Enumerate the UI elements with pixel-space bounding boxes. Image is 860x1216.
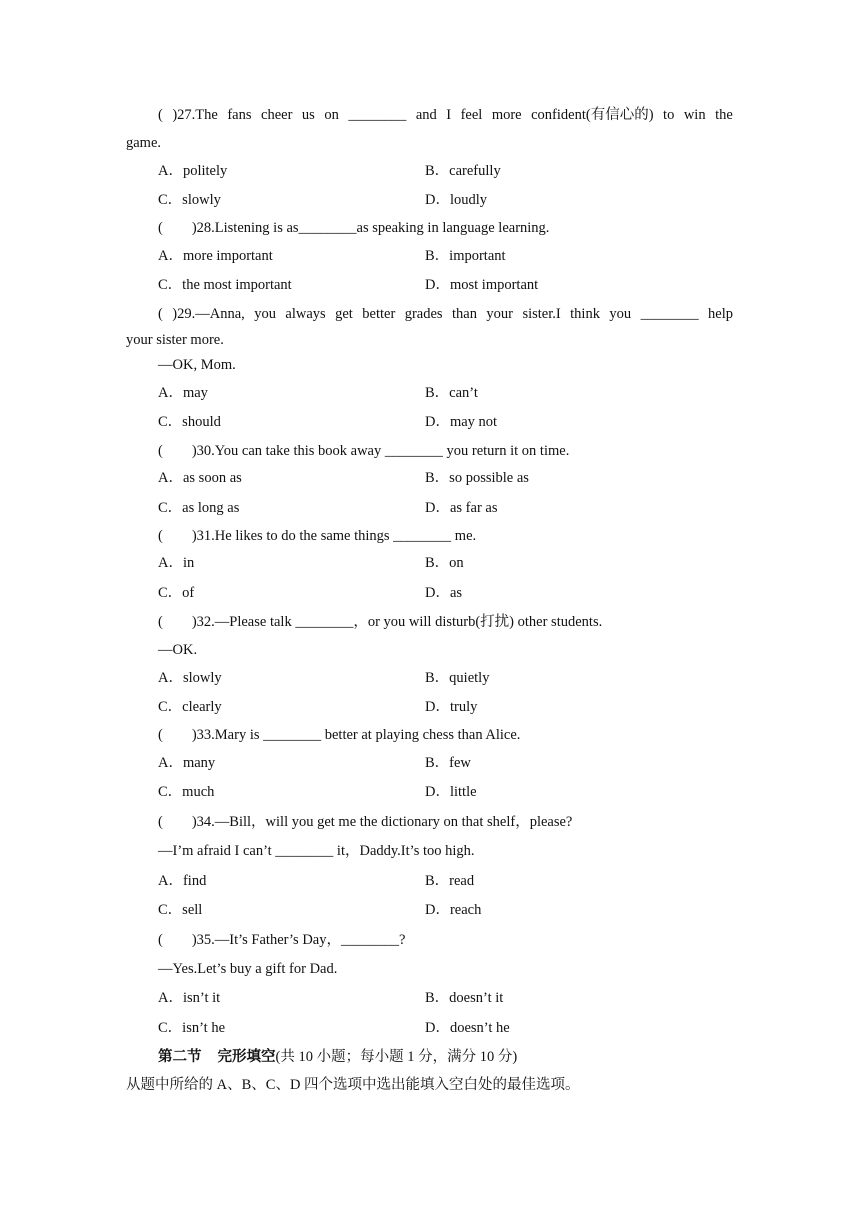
q27-stem-word: to — [663, 107, 675, 123]
q27-stem-word: feel — [460, 107, 483, 123]
q32-option-d: D．truly — [425, 699, 478, 715]
q27-stem-word: and — [415, 107, 437, 123]
q30-option-d: D．as far as — [425, 500, 498, 516]
question-34-stem: ( )34.—Bill，will you get me the dictionary on that shelf，please? — [158, 814, 573, 830]
section-instruction: 从题中所给的 A、B、C、D 四个选项中选出能填入空白处的最佳选项。 — [126, 1077, 580, 1093]
question-32-stem: ( )32.—Please talk ________，or you will disturb(打扰) other students. — [158, 614, 603, 630]
section-heading — [158, 1048, 517, 1066]
question-34-reply: —I’m afraid I can’t ________ it，Daddy.It’s too high. — [158, 843, 475, 859]
q34-option-a: A．find — [158, 873, 207, 889]
q28-option-a: A．more important — [158, 248, 273, 264]
q30-option-a: A．as soon as — [158, 470, 242, 486]
question-29-stem-cont: your sister more. — [126, 332, 224, 348]
q30-option-c: C．as long as — [158, 500, 240, 516]
question-29-stem — [158, 305, 733, 323]
q29-stem-word: grades — [404, 306, 443, 322]
q30-option-b: B．so possible as — [425, 470, 529, 486]
q29-stem-word: better — [362, 306, 396, 322]
q34-option-b: B．read — [425, 873, 475, 889]
q27-stem-word: confident(有信心的) — [531, 107, 654, 123]
question-32-reply: —OK. — [158, 642, 198, 658]
question-30-stem: ( )30.You can take this book away ________ you return it on time. — [158, 443, 570, 459]
q31-option-c: C．of — [158, 585, 195, 601]
q32-option-c: C．clearly — [158, 699, 222, 715]
q29-stem-word: you — [254, 306, 276, 322]
q33-option-b: B．few — [425, 755, 471, 771]
q29-option-b: B．can’t — [425, 385, 478, 401]
question-28-stem: ( )28.Listening is as________as speaking in language learning. — [158, 220, 550, 236]
q33-option-d: D．little — [425, 784, 477, 800]
q28-option-c: C．the most important — [158, 277, 292, 293]
q31-option-d: D．as — [425, 585, 463, 601]
q29-stem-word: help — [708, 306, 733, 322]
q31-option-a: A．in — [158, 555, 195, 571]
q34-option-d: D．reach — [425, 902, 482, 918]
q29-stem-word: ( — [158, 306, 163, 322]
section-heading-note: (共 10 小题；每小题 1 分，满分 10 分) — [275, 1049, 518, 1065]
q29-stem-word: always — [285, 306, 326, 322]
q27-stem-word: )27.The — [172, 107, 218, 123]
q27-stem-word: us — [301, 107, 315, 123]
q33-option-c: C．much — [158, 784, 215, 800]
q27-stem-word: ( — [158, 107, 163, 123]
q32-option-a: A．slowly — [158, 670, 222, 686]
question-27-stem-cont: game. — [126, 135, 162, 151]
q34-option-c: C．sell — [158, 902, 203, 918]
question-31-stem: ( )31.He likes to do the same things ________ me. — [158, 528, 477, 544]
q33-option-a: A．many — [158, 755, 216, 771]
q29-stem-word: )29.—Anna, — [172, 306, 245, 322]
q27-option-b: B．carefully — [425, 163, 501, 179]
section-heading-label: 第二节 — [158, 1049, 202, 1065]
q27-stem-word: ________ — [348, 107, 407, 123]
q27-stem-word: fans — [227, 107, 252, 123]
question-35-reply: —Yes.Let’s buy a gift for Dad. — [158, 961, 338, 977]
q27-stem-word: on — [324, 107, 339, 123]
q27-stem-word: the — [715, 107, 733, 123]
q27-option-c: C．slowly — [158, 192, 221, 208]
q27-stem-word: more — [491, 107, 522, 123]
q29-option-c: C．should — [158, 414, 221, 430]
question-35-stem: ( )35.—It’s Father’s Day，________? — [158, 932, 406, 948]
q29-stem-word: your — [486, 306, 513, 322]
q28-option-b: B．important — [425, 248, 506, 264]
q29-option-d: D．may not — [425, 414, 498, 430]
q27-option-d: D．loudly — [425, 192, 488, 208]
q31-option-b: B．on — [425, 555, 464, 571]
q32-option-b: B．quietly — [425, 670, 490, 686]
q35-option-c: C．isn’t he — [158, 1020, 225, 1036]
q35-option-a: A．isn’t it — [158, 990, 221, 1006]
question-27-stem — [158, 106, 733, 124]
q28-option-d: D．most important — [425, 277, 539, 293]
q35-option-b: B．doesn’t it — [425, 990, 504, 1006]
section-heading-title: 完形填空 — [217, 1049, 276, 1065]
q29-stem-word: than — [452, 306, 477, 322]
q27-option-a: A．politely — [158, 163, 228, 179]
q29-stem-word: think — [570, 306, 600, 322]
q29-option-a: A．may — [158, 385, 208, 401]
question-33-stem: ( )33.Mary is ________ better at playing chess than Alice. — [158, 727, 521, 743]
q35-option-d: D．doesn’t he — [425, 1020, 510, 1036]
q29-stem-word: sister.I — [522, 306, 561, 322]
q27-stem-word: cheer — [261, 107, 293, 123]
q29-stem-word: get — [335, 306, 353, 322]
q29-stem-word: you — [609, 306, 632, 322]
question-29-reply: —OK, Mom. — [158, 357, 236, 373]
q27-stem-word: I — [446, 107, 452, 123]
q27-stem-word: win — [683, 107, 706, 123]
q29-stem-word: ________ — [640, 306, 699, 322]
